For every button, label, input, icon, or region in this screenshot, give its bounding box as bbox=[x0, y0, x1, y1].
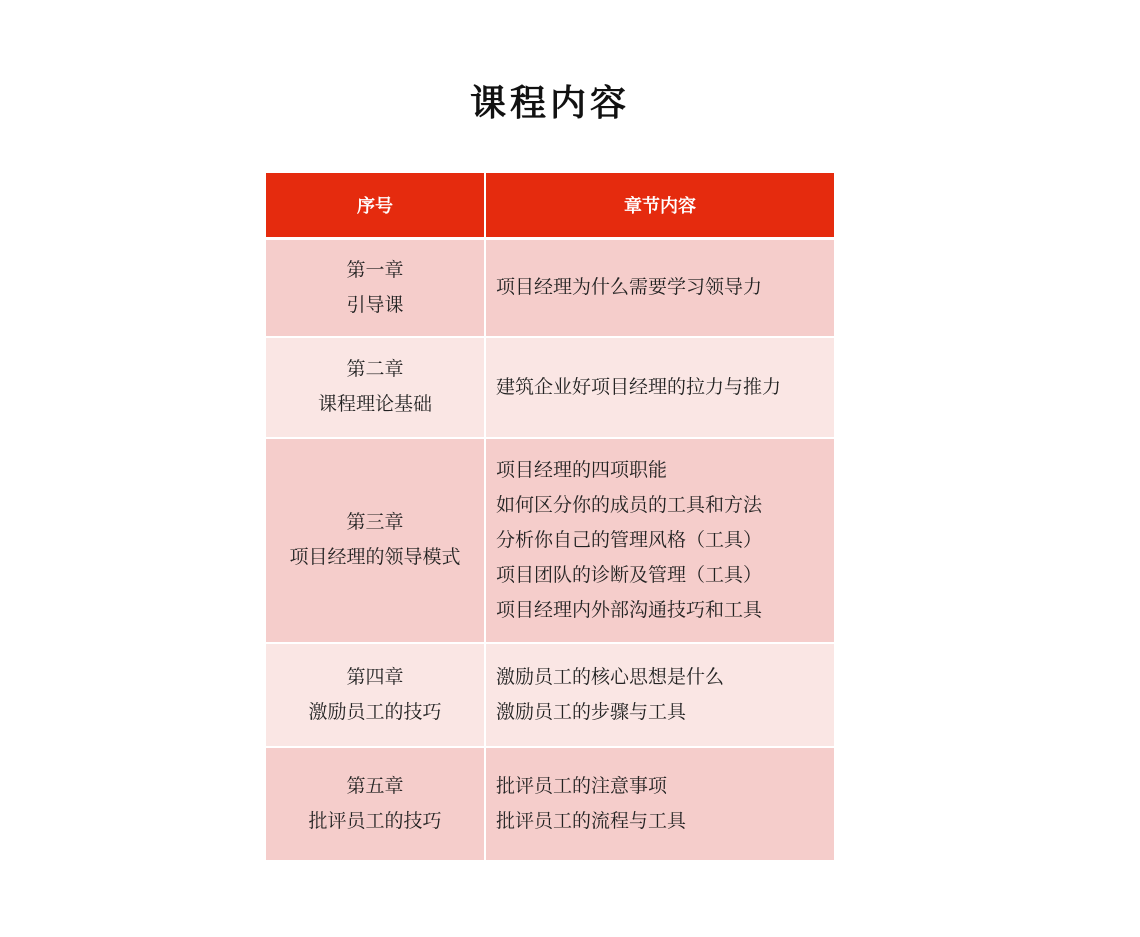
header-content: 章节内容 bbox=[485, 173, 834, 239]
table-header-row bbox=[266, 173, 834, 239]
page-title: 课程内容 bbox=[469, 83, 630, 124]
table-row bbox=[266, 438, 834, 643]
chapter-number: 第三章 bbox=[346, 511, 404, 533]
chapter-name: 项目经理的领导模式 bbox=[289, 546, 461, 568]
content-item: 批评员工的流程与工具 bbox=[496, 809, 687, 832]
chapter-number: 第二章 bbox=[346, 358, 404, 380]
content-cell bbox=[485, 747, 834, 861]
content-cell bbox=[485, 337, 834, 438]
chapter-number: 第一章 bbox=[346, 258, 404, 281]
content-item: 激励员工的核心思想是什么 bbox=[496, 665, 725, 688]
chapter-cell bbox=[266, 438, 485, 643]
content-item: 项目经理内外部沟通技巧和工具 bbox=[496, 598, 763, 621]
content-item: 项目经理为什么需要学习领导力 bbox=[496, 276, 763, 299]
header-seq: 序号 bbox=[266, 173, 485, 239]
table-row bbox=[266, 239, 834, 337]
content-item: 分析你自己的管理风格（工具） bbox=[496, 528, 763, 551]
table-row bbox=[266, 747, 834, 861]
content-cell bbox=[485, 643, 834, 747]
chapter-number: 第五章 bbox=[346, 774, 404, 797]
course-content-table bbox=[266, 173, 834, 862]
chapter-name: 引导课 bbox=[346, 293, 404, 316]
content-cell bbox=[485, 438, 834, 643]
content-item: 项目团队的诊断及管理（工具） bbox=[496, 563, 763, 586]
content-item: 项目经理的四项职能 bbox=[496, 458, 668, 481]
chapter-cell bbox=[266, 239, 485, 337]
chapter-cell bbox=[266, 747, 485, 861]
chapter-cell bbox=[266, 643, 485, 747]
content-item: 如何区分你的成员的工具和方法 bbox=[496, 493, 763, 516]
chapter-name: 课程理论基础 bbox=[317, 393, 432, 415]
content-item: 激励员工的步骤与工具 bbox=[496, 700, 687, 723]
chapter-number: 第四章 bbox=[346, 665, 404, 688]
chapter-name: 激励员工的技巧 bbox=[308, 700, 442, 723]
content-item: 批评员工的注意事项 bbox=[496, 774, 668, 797]
chapter-name: 批评员工的技巧 bbox=[308, 809, 442, 832]
table-row bbox=[266, 337, 834, 438]
content-cell bbox=[485, 239, 834, 337]
table-row bbox=[266, 643, 834, 747]
content-item: 建筑企业好项目经理的拉力与推力 bbox=[496, 375, 782, 398]
chapter-cell bbox=[266, 337, 485, 438]
